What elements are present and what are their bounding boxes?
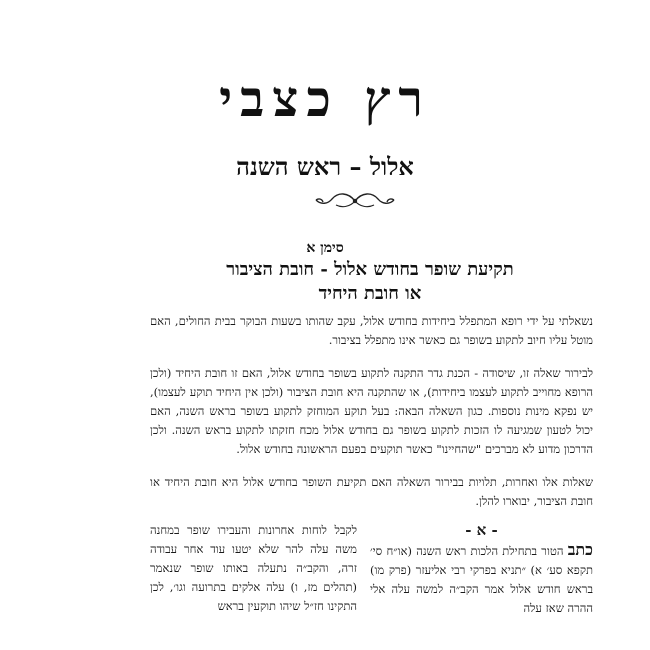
section-title: אלול – ראש השנה <box>236 152 414 181</box>
intro-paragraph-2: לבירור שאלה זו, שיסודה - הכנת גדר התקנה לתקוע בשופר בחודש אלול, האם זו חובת היחיד (ולכן הרופא מחוייב לתקוע לעצמו ביחידות), או שהתקנה היא חובת הציבור (ולכן אין היחיד תוקע לעצמו), יש נפקא מינות נוספות. כגון השאלה הבאה: בעל תוקע המוחזק לתקוע בשופר בראש השנה, האם יכול לטעון שמגיעה לו הזכות לתקוע בשופר גם בחודש אלול מכח חזקתו לתקוע בראש השנה. ולכן הדרכון מדוע לא מברכים "שהחיינו" כאשר תוקעים בפעם הראשונה בחודש אלול. <box>150 366 593 456</box>
body-column-right <box>370 540 593 618</box>
ornament-divider-icon <box>312 190 398 212</box>
body-text-left: לקבל לוחות אחרונות והעבירו שופר במחנה משה עלה להר שלא יטעו עוד אחר עבודה זרה, והקב״ה נתעלה באותו שופר שנאמר (תהלים מז, ו) עלה אלקים בתרועה וגו׳, לכן התקינו חז״ל שיהו תוקעין בראש <box>150 523 357 613</box>
intro-section <box>150 312 593 525</box>
chapter-heading-line-1: תקיעת שופר בחודש אלול - חובת הציבור <box>226 259 514 280</box>
subsection-marker: - א - <box>465 521 498 539</box>
book-title: רץ כצבי <box>219 69 431 128</box>
body-text-right: הטור בתחילת הלכות ראש השנה (או״ח סי׳ תקפא סע׳ א) ״תניא בפרקי רבי אליעזר (פרק מו) בראש חודש אלול אמר הקב״ה למשה עלה אלי ההרה שאז עלה <box>370 544 593 615</box>
opening-word: כתב <box>567 540 593 559</box>
chapter-heading <box>150 258 590 306</box>
chapter-heading-line-2: או חובת היחיד <box>318 283 422 304</box>
body-column-left <box>150 521 357 616</box>
intro-paragraph-3: שאלות אלו ואחרות, תלויות בבירור השאלה האם תקיעת השופר בחודש אלול היא חובת היחיד או חובת הציבור, יבוארו להלן. <box>150 475 593 508</box>
siman-label: סימן א <box>306 240 344 256</box>
intro-paragraph-1: נשאלתי על ידי רופא המתפלל ביחידות בחודש אלול, עקב שהותו בשעות הבוקר בבית החולים, האם מוטל עליו חיוב לתקוע בשופר גם כאשר אינו מתפלל בציבור. <box>150 314 593 347</box>
